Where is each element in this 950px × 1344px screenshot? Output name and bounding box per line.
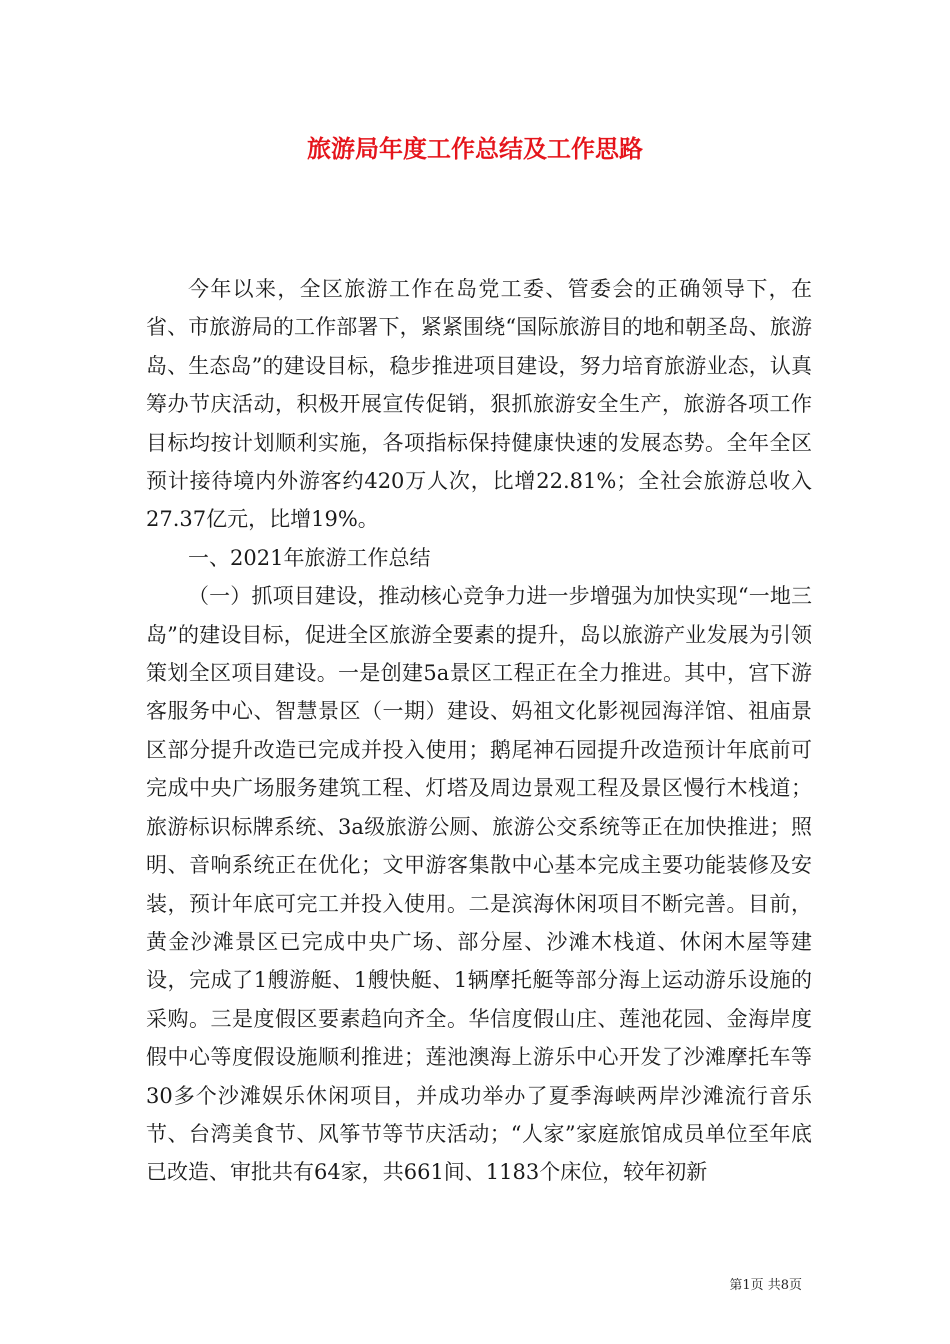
document-title: 旅游局年度工作总结及工作思路 xyxy=(307,134,643,163)
document-body xyxy=(146,270,812,1192)
intro-paragraph: 今年以来，全区旅游工作在岛党工委、管委会的正确领导下，在省、市旅游局的工作部署下，紧紧围绕“国际旅游目的地和朝圣岛、旅游岛、生态岛”的建设目标，稳步推进项目建设，努力培育旅游业态，认真筹办节庆活动，积极开展宣传促销，狠抓旅游安全生产，旅游各项工作目标均按计划顺利实施，各项指标保持健康快速的发展态势。全年全区预计接待境内外游客约420万人次，比增22.81%；全社会旅游总收入27.37亿元，比增19%。 xyxy=(146,277,812,532)
project-paragraph: （一）抓项目建设，推动核心竞争力进一步增强为加快实现“一地三岛”的建设目标，促进全区旅游全要素的提升，岛以旅游产业发展为引领策划全区项目建设。一是创建5a景区工程正在全力推进。其中，宫下游客服务中心、智慧景区（一期）建设、妈祖文化影视园海洋馆、祖庙景区部分提升改造已完成并投入使用；鹅尾神石园提升改造预计年底前可完成中央广场服务建筑工程、灯塔及周边景观工程及景区慢行木栈道；旅游标识标牌系统、3a级旅游公厕、旅游公交系统等正在加快推进；照明、音响系统正在优化；文甲游客集散中心基本完成主要功能装修及安装，预计年底可完工并投入使用。二是滨海休闲项目不断完善。目前，黄金沙滩景区已完成中央广场、部分屋、沙滩木栈道、休闲木屋等建设，完成了1艘游艇、1艘快艇、1辆摩托艇等部分海上运动游乐设施的采购。三是度假区要素趋向齐全。华信度假山庄、莲池花园、金海岸度假中心等度假设施顺利推进；莲池澳海上游乐中心开发了沙滩摩托车等30多个沙滩娱乐休闲项目，并成功举办了夏季海峡两岸沙滩流行音乐节、台湾美食节、风筝节等节庆活动；“人家”家庭旅馆成员单位至年底已改造、审批共有64家，共661间、1183个床位，较年初新 xyxy=(146,584,812,1185)
section-heading: 一、2021年旅游工作总结 xyxy=(188,545,431,570)
page-number: 第1页 共8页 xyxy=(729,1278,802,1293)
